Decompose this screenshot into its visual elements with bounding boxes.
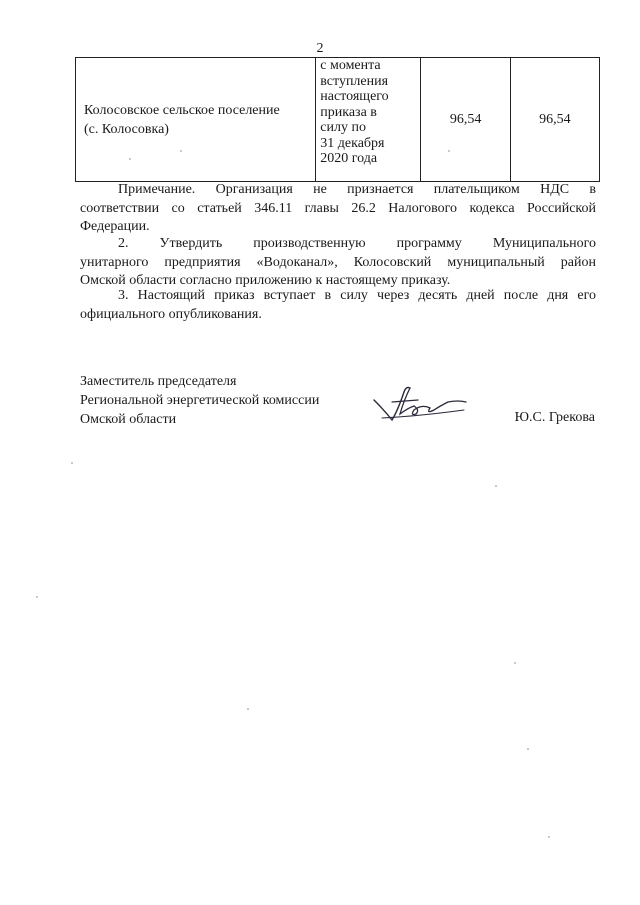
signatory-position bbox=[80, 372, 319, 429]
territory-settlement: (с. Колосовка) bbox=[84, 121, 169, 137]
table-row bbox=[76, 58, 600, 182]
scan-speck bbox=[527, 748, 529, 750]
period-line: приказа в bbox=[320, 104, 377, 120]
scan-speck bbox=[129, 158, 131, 160]
position-line: Омской области bbox=[80, 412, 177, 427]
period-line: с момента bbox=[320, 58, 381, 73]
item-3-paragraph bbox=[80, 287, 596, 324]
period-line: вступления bbox=[320, 73, 389, 89]
tariff-table bbox=[75, 57, 600, 182]
scan-speck bbox=[71, 462, 73, 464]
item-2-line: Омской области согласно приложению к настоящему приказу. bbox=[80, 273, 451, 289]
signatory-name: Ю.С. Грекова bbox=[514, 410, 595, 425]
note-line: Примечание. Организация не признается плательщиком НДС в bbox=[118, 182, 596, 197]
handwritten-signature-icon bbox=[370, 380, 470, 428]
item-2-line: 2. Утвердить производственную программу Муниципального bbox=[118, 236, 596, 251]
item-3-line: 3. Настоящий приказ вступает в силу через десять дней после дня его bbox=[118, 288, 596, 303]
territory-cell bbox=[76, 58, 316, 182]
period-line: 2020 года bbox=[320, 151, 378, 166]
territory-name: Колосовское сельское поселение bbox=[84, 102, 280, 118]
period-cell bbox=[316, 58, 421, 182]
period-line: настоящего bbox=[320, 89, 389, 104]
tariff-value-cell: 96,54 bbox=[510, 58, 599, 182]
scan-speck bbox=[180, 150, 182, 152]
item-2-paragraph bbox=[80, 235, 596, 291]
period-line: 31 декабря bbox=[320, 135, 385, 151]
scan-speck bbox=[247, 708, 249, 710]
item-3-line: официального опубликования. bbox=[80, 306, 262, 322]
note-paragraph bbox=[80, 181, 596, 237]
scan-speck bbox=[448, 150, 450, 152]
note-line: Федерации. bbox=[80, 219, 150, 235]
scan-speck bbox=[514, 662, 516, 664]
page-number: 2 bbox=[316, 41, 324, 56]
tariff-value-cell: 96,54 bbox=[421, 58, 510, 182]
scan-speck bbox=[36, 596, 38, 598]
note-line: соответствии со статьей 346.11 главы 26.2 Налогового кодекса Российской bbox=[80, 200, 596, 216]
period-line: силу по bbox=[320, 120, 366, 135]
item-2-line: унитарного предприятия «Водоканал», Колосовский муниципальный район bbox=[80, 254, 596, 270]
position-line: Региональной энергетической комиссии bbox=[80, 393, 320, 408]
scan-speck bbox=[495, 485, 497, 487]
position-line: Заместитель председателя bbox=[80, 374, 237, 389]
scan-speck bbox=[548, 836, 550, 838]
